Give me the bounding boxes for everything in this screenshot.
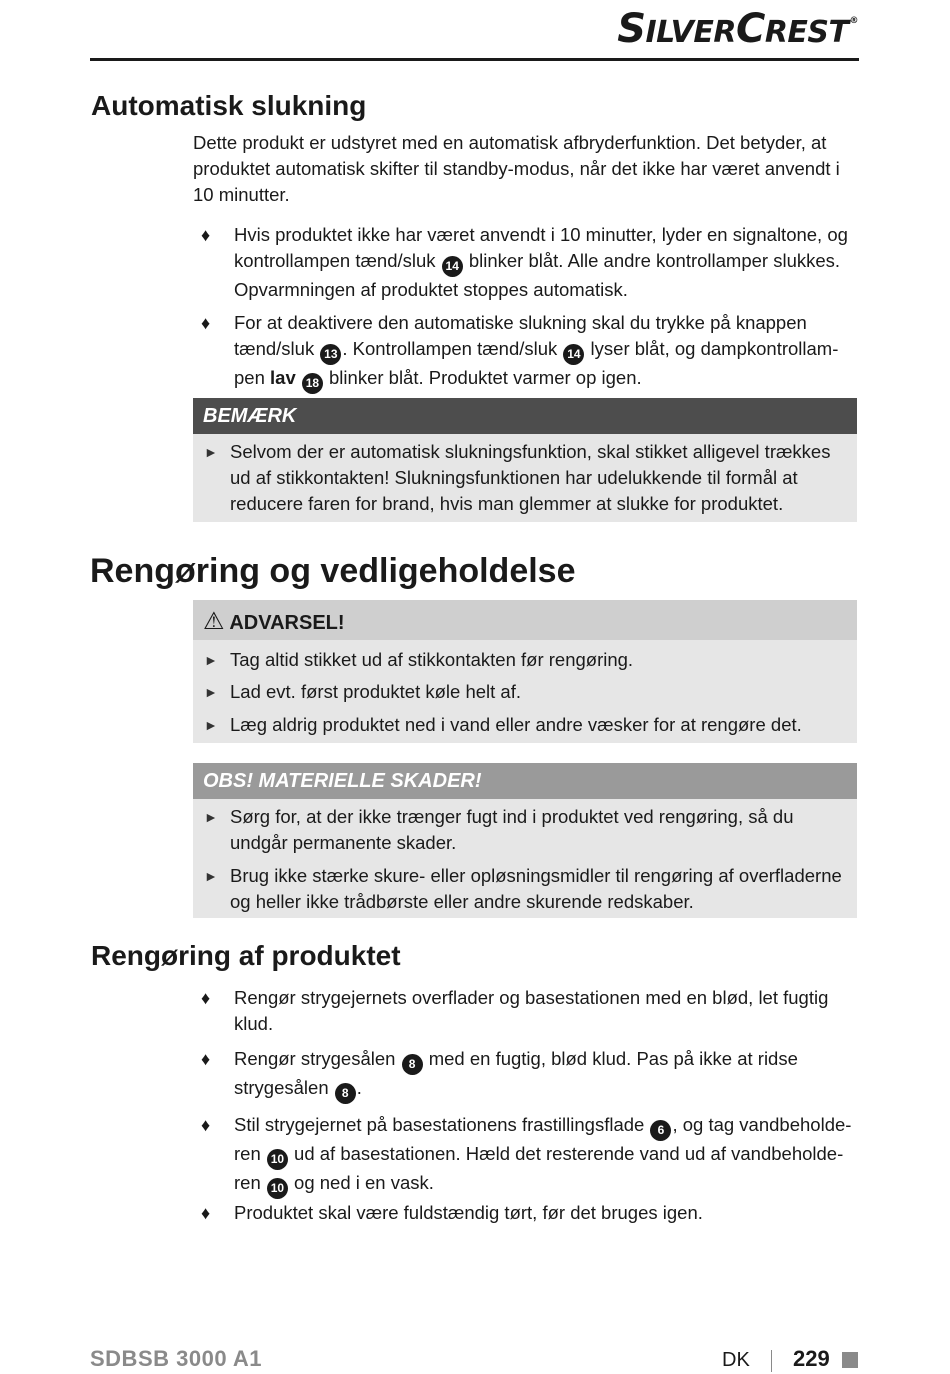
header-rule — [90, 58, 859, 61]
note-box: BEMÆRK ► Selvom der er automatisk slukningsfunktion, skal stikket alligevel trækkes ud af stikkontakten! Slukningsfunktionen har udelukkende til formål at reducere faren for brand, hvis man glemmer at slukke for produktet. — [193, 398, 857, 522]
section-title-product-cleaning: Rengøring af produktet — [91, 940, 401, 971]
silvercrest-logo: SILVERCREST® — [617, 6, 858, 52]
diamond-bullet-icon: ♦ — [201, 1203, 211, 1223]
section-title-cleaning: Rengøring og vedligeholdelse — [90, 552, 576, 590]
caution-box: OBS! MATERIELLE SKADER! ► Sørg for, at der ikke trænger fugt ind i produktet ved rengøring, så du undgår permanente skader. ► Brug ikke stærke skure- eller opløsningsmidler til rengøring af overfladerne og heller ikke trådbørste eller andre skurende redskaber. — [193, 763, 857, 918]
arrow-bullet-icon: ► — [204, 444, 218, 460]
square-marker-icon — [842, 1352, 858, 1368]
warning-title: ⚠ ADVARSEL! — [193, 600, 857, 640]
note-title: BEMÆRK — [193, 398, 857, 434]
bullet-text: For at deaktivere den automatiske slukning skal du trykke på knappen tænd/sluk 13 . Kontrollampen tænd/sluk 14 lyser blåt, og dampkontrollampen lav 18 blinker blåt. Produktet varmer op igen. — [234, 310, 856, 394]
number-badge-icon: 10 — [267, 1178, 288, 1199]
number-badge-icon: 18 — [302, 373, 323, 394]
bullet-text: Rengør strygesålen 8 med en fugtig, blød klud. Pas på ikke at ridse strygesålen 8 . — [234, 1046, 856, 1104]
arrow-bullet-icon: ► — [204, 868, 218, 884]
arrow-bullet-icon: ► — [204, 717, 218, 733]
arrow-bullet-icon: ► — [204, 809, 218, 825]
number-badge-icon: 14 — [563, 344, 584, 365]
number-badge-icon: 6 — [650, 1120, 671, 1141]
diamond-bullet-icon: ♦ — [201, 313, 211, 333]
bullet-text: Stil strygejernet på basestationens frastillingsflade 6 , og tag vandbeholderen 10 ud af basestationen. Hæld det resterende vand ud af vandbeholderen 10 og ned i en vask. — [234, 1112, 856, 1199]
warning-box: ⚠ ADVARSEL! ► Tag altid stikket ud af stikkontakten før rengøring. ► Lad evt. først produktet køle helt af. ► Læg aldrig produktet ned i vand eller andre væsker for at rengøre det. — [193, 600, 857, 743]
diamond-bullet-icon: ♦ — [201, 1115, 211, 1135]
arrow-bullet-icon: ► — [204, 684, 218, 700]
number-badge-icon: 8 — [335, 1083, 356, 1104]
number-badge-icon: 8 — [402, 1054, 423, 1075]
bullet-text: Hvis produktet ikke har været anvendt i 10 minutter, lyder en signaltone, og kontrollampen tænd/sluk 14 blinker blåt. Alle andre kontrollamper slukkes. Opvarmningen af produktet stoppes automatisk. — [234, 224, 848, 300]
diamond-bullet-icon: ♦ — [201, 225, 211, 245]
number-badge-icon: 13 — [320, 344, 341, 365]
intro-paragraph: Dette produkt er udstyret med en automatisk afbryderfunktion. Det betyder, at produktet automatisk skifter til standby-modus, når det ikke har været anvendt i 10 minutter. — [193, 132, 840, 205]
diamond-bullet-icon: ♦ — [201, 988, 211, 1008]
footer-model-number: SDBSB 3000 A1 — [90, 1346, 262, 1371]
caution-title: OBS! MATERIELLE SKADER! — [193, 763, 857, 799]
section-title-auto-off: Automatisk slukning — [91, 90, 367, 121]
footer-separator — [771, 1350, 772, 1372]
footer-language: DK — [722, 1349, 750, 1371]
number-badge-icon: 10 — [267, 1149, 288, 1170]
arrow-bullet-icon: ► — [204, 652, 218, 668]
number-badge-icon: 14 — [442, 256, 463, 277]
warning-triangle-icon: ⚠ — [203, 608, 225, 635]
page-number: 229 — [793, 1346, 830, 1371]
diamond-bullet-icon: ♦ — [201, 1049, 211, 1069]
